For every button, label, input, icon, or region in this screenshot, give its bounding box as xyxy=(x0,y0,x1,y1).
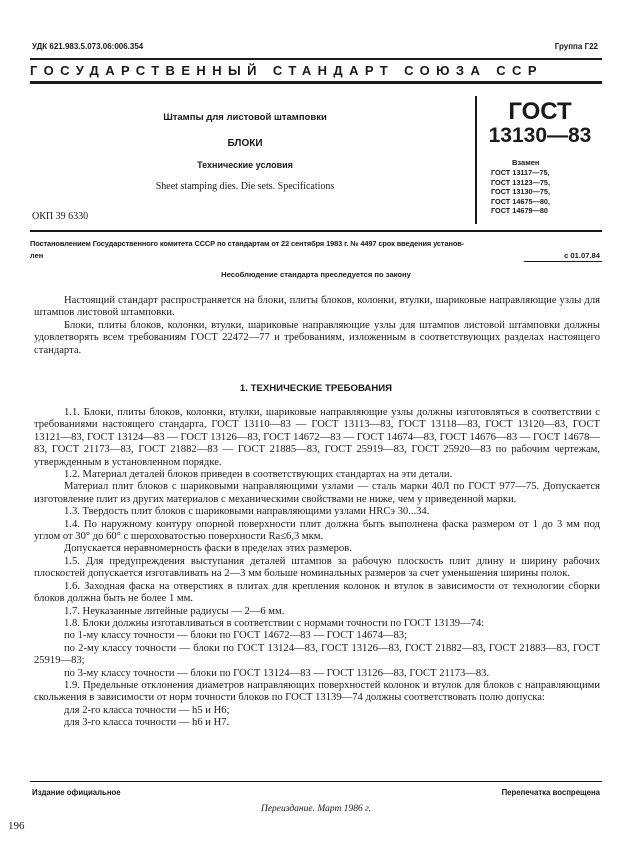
intro-paragraph: Блоки, плиты блоков, колонки, втулки, шариковые направляющие узлы для штампов листовой штамповки должны удовлетворять всем требованиям ГОСТ 22472—77 и требованиям, изложенным в соответствующих разделах настоящего стандарта. xyxy=(34,319,600,356)
legal-warning: Несоблюдение стандарта преследуется по закону xyxy=(221,270,411,279)
paragraph: 1.5. Для предупреждения выступания деталей штампов за рабочую плоскость плит длину и ширину рабочих плоскостей допускается изготавливать на 2—3 мм больше номинальных размеров за счет уменьшения ширины полок. xyxy=(34,555,600,580)
reprint-prohibited: Перепечатка воспрещена xyxy=(501,788,600,797)
paragraph: 1.1. Блоки, плиты блоков, колонки, втулки, шариковые направляющие узлы должны изготовляться в соответствии с требованиями настоящего стандарта, ГОСТ 13110—83 — ГОСТ 13113—83, ГОСТ 13118—83, ГОСТ 13120—83, ГОСТ 13121—83, ГОСТ 13124—83 — ГОСТ 13126—83, ГОСТ 14672—83 — ГОСТ 14674—83, ГОСТ 14676—83 — ГОСТ 14678—83, ГОСТ 21173—83, ГОСТ 21882—83 — ГОСТ 21885—83, ГОСТ 25919—83, ГОСТ 25920—83 по рабочим чертежам, утвержденным в установленном порядке. xyxy=(34,407,600,468)
title-divider xyxy=(475,96,477,224)
accuracy-line: по 3-му классу точности — блоки по ГОСТ 13124—83 — ГОСТ 13126—83, ГОСТ 21173—83. xyxy=(64,667,490,679)
paragraph: 1.7. Неуказанные литейные радиусы — 2—6 мм. xyxy=(64,605,285,617)
paragraph: 1.3. Твердость плит блоков с шариковыми направляющими узлами HRCэ 30...34. xyxy=(64,506,430,518)
paragraph: 1.8. Блоки должны изготавливаться в соответствии с нормами точности по ГОСТ 13139—74: xyxy=(64,617,485,629)
replaces-title: Взамен xyxy=(512,158,540,167)
replaced-standard: ГОСТ 13123—75, xyxy=(491,177,551,187)
group-code: Группа Г22 xyxy=(554,42,598,51)
intro-text xyxy=(34,295,600,357)
decree-line-1: Постановлением Государственного комитета СССР по стандартам от 22 сентября 1983 г. № 4497 срок введения установ- xyxy=(30,239,465,248)
top-rule xyxy=(30,58,602,60)
requirements-body xyxy=(34,407,600,730)
okp-code: ОКП 39 6330 xyxy=(32,211,89,222)
page-number: 196 xyxy=(8,820,25,832)
replaced-standard: ГОСТ 13130—75, xyxy=(491,187,551,197)
accuracy-line: по 2-му классу точности — блоки по ГОСТ 13124—83, ГОСТ 13126—83, ГОСТ 21882—83, ГОСТ 21883—83, ГОСТ 25919—83; xyxy=(34,642,600,667)
footer-rule xyxy=(30,781,602,782)
paragraph: 1.2. Материал деталей блоков приведен в соответствующих стандартах на эти детали. xyxy=(64,469,453,481)
intro-paragraph: Настоящий стандарт распространяется на блоки, плиты блоков, колонки, втулки, шариковые направляющие узлы для штампов листовой штамповки. xyxy=(34,295,600,319)
banner-rule xyxy=(30,81,602,84)
paragraph: 1.6. Заходная фаска на отверстиях в плитах для крепления колонок и втулок в зависимости от технологии сборки блоков должна быть не более 1 мм. xyxy=(34,580,600,605)
english-title: Sheet stamping dies. Die sets. Specifications xyxy=(155,181,335,192)
udk-code: УДК 621.983.5.073.06:006.354 xyxy=(32,42,144,51)
paragraph: 1.4. По наружному контуру опорной поверхности плит должна быть выполнена фаска размером от 1 до 3 мм под углом от 30° до 60° с шероховатостью поверхности Ra≤6,3 мкм. xyxy=(34,518,600,543)
reprint-note: Переиздание. Март 1986 г. xyxy=(260,804,372,814)
title-line-1: Штампы для листовой штамповки xyxy=(163,112,327,123)
tolerance-line: для 3-го класса точности — h6 и H7. xyxy=(64,717,230,729)
title-line-2: БЛОКИ xyxy=(227,138,263,149)
accuracy-line: по 1-му классу точности — блоки по ГОСТ 14672—83 — ГОСТ 14674—83; xyxy=(64,630,408,642)
gost-label: ГОСТ xyxy=(508,98,572,125)
replaced-standard: ГОСТ 14679—80 xyxy=(491,206,548,216)
tolerance-line: для 2-го класса точности — h5 и H6; xyxy=(64,704,230,716)
decree-rule xyxy=(30,230,602,232)
replaced-standard: ГОСТ 14675—80, xyxy=(491,196,551,206)
decree-line-2: лен xyxy=(30,251,44,260)
state-standard-banner: ГОСУДАРСТВЕННЫЙ СТАНДАРТ СОЮЗА ССР xyxy=(30,63,543,78)
gost-number: 13130—83 xyxy=(488,124,592,147)
paragraph: Материал плит блоков с шариковыми направляющими узлами — сталь марки 40Л по ГОСТ 977—75. Допускается изготовление плит из других материалов с механическими свойствами не ниже, чем у приведенной марки. xyxy=(34,481,600,505)
replaced-standard: ГОСТ 13117—75, xyxy=(491,168,550,177)
replaces-list xyxy=(491,168,550,216)
title-line-3: Технические условия xyxy=(197,160,293,170)
section-title: 1. ТЕХНИЧЕСКИЕ ТРЕБОВАНИЯ xyxy=(239,383,393,394)
effective-date: с 01.07.84 xyxy=(564,251,600,260)
paragraph: 1.9. Предельные отклонения диаметров направляющих поверхностей колонок и втулок для блоков с направляющими скольжения в зависимости от норм точности блоков по ГОСТ 13139—74 должны соответствовать полю допуска: xyxy=(34,679,600,704)
date-underline xyxy=(524,261,602,262)
paragraph: Допускается неравномерность фаски в пределах этих размеров. xyxy=(64,543,352,555)
official-edition: Издание официальное xyxy=(32,788,121,797)
